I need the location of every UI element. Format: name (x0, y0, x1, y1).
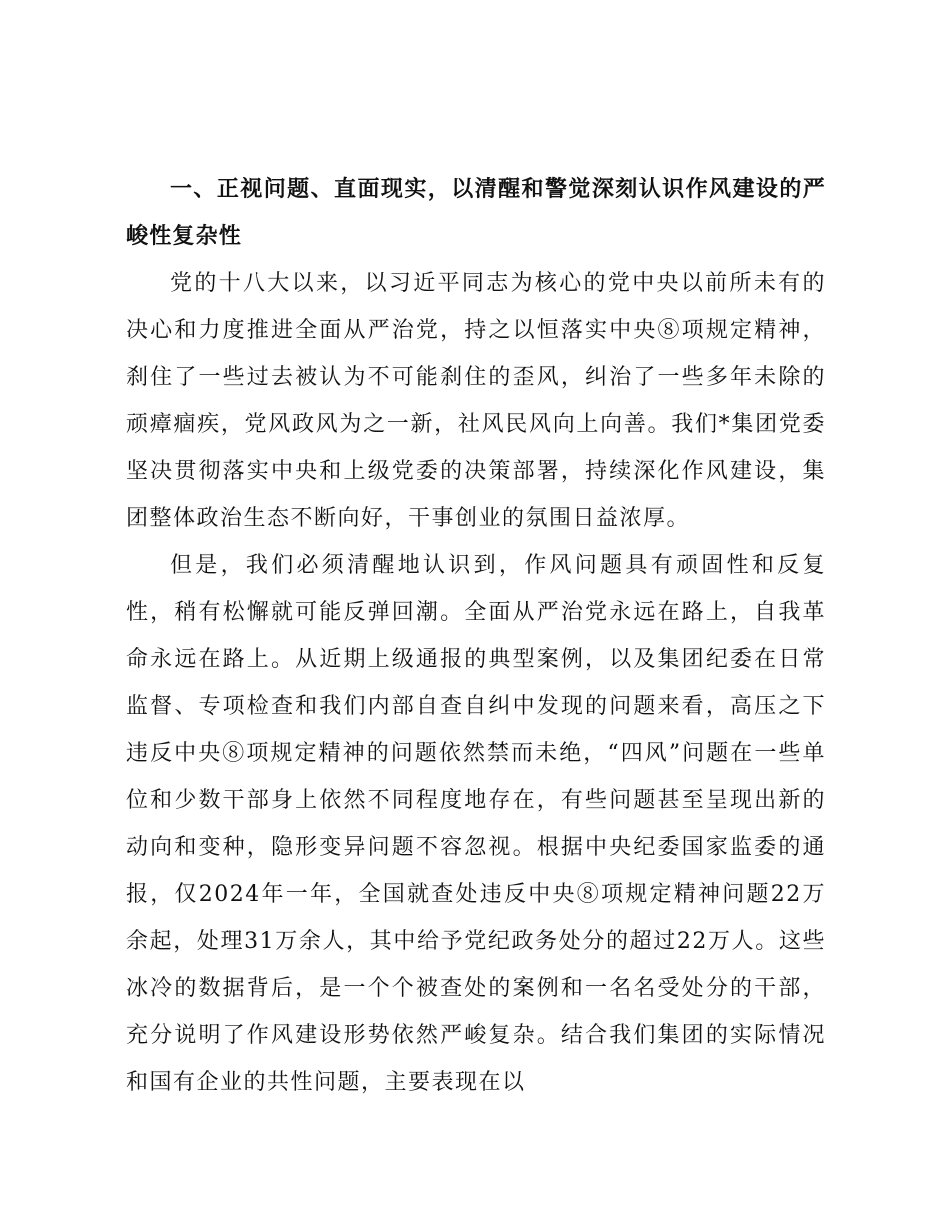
document-body (126, 166, 826, 1106)
paragraph-2: 但是，我们必须清醒地认识到，作风问题具有顽固性和反复性，稍有松懈就可能反弹回潮。全面从严治党永远在路上，自我革命永远在路上。从近期上级通报的典型案例，以及集团纪委在日常监督、专项检查和我们内部自查自纠中发现的问题来看，高压之下违反中央⑧项规定精神的问题依然禁而未绝，“四风”问题在一些单位和少数干部身上依然不同程度地存在，有些问题甚至呈现出新的动向和变种，隐形变异问题不容忽视。根据中央纪委国家监委的通报，仅2024年一年，全国就查处违反中央⑧项规定精神问题22万余起，处理31万余人，其中给予党纪政务处分的超过22万人。这些冰冷的数据背后，是一个个被查处的案例和一名名受处分的干部，充分说明了作风建设形势依然严峻复杂。结合我们集团的实际情况和国有企业的共性问题，主要表现在以 (126, 553, 826, 1095)
section-heading: 一、正视问题、直面现实，以清醒和警觉深刻认识作风建设的严峻性复杂性 (126, 177, 826, 249)
paragraph-1: 党的十八大以来，以习近平同志为核心的党中央以前所未有的决心和力度推进全面从严治党，持之以恒落实中央⑧项规定精神，刹住了一些过去被认为不可能刹住的歪风，纠治了一些多年未除的顽瘴痼疾，党风政风为之一新，社风民风向上向善。我们*集团党委坚决贯彻落实中央和上级党委的决策部署，持续深化作风建设，集团整体政治生态不断向好，干事创业的氛围日益浓厚。 (126, 271, 826, 531)
